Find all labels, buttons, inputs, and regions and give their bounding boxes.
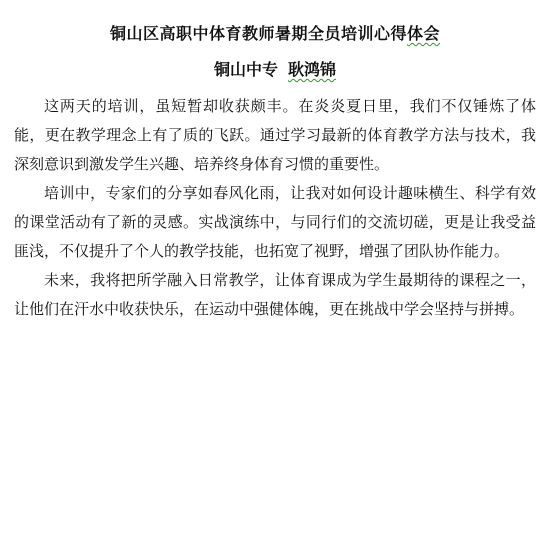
author-line [0, 60, 550, 80]
document-body [14, 92, 536, 324]
paragraph-2: 培训中，专家们的分享如春风化雨，让我对如何设计趣味横生、科学有效的课堂活动有了新的灵感。实战演练中，与同行们的交流切磋，更是让我受益匪浅，不仅提升了个人的教学技能，也拓宽了视野，增强了团队协作能力。 [14, 184, 536, 260]
title-prefix: 铜山区高职中体育教师暑期全员培训心得 [109, 24, 407, 43]
author-name: 耿鸿锦 [288, 60, 337, 79]
paragraph-3: 未来，我将把所学融入日常教学，让体育课成为学生最期待的课程之一，让他们在汗水中收获快乐，在运动中强健体魄，更在挑战中学会坚持与拼搏。 [14, 271, 536, 318]
document-title [0, 24, 550, 44]
title-suffix: 体会 [407, 24, 441, 43]
paragraph-1: 这两天的培训，虽短暂却收获颇丰。在炎炎夏日里，我们不仅锤炼了体能，更在教学理念上有了质的飞跃。通过学习最新的体育教学方法与技术，我深刻意识到激发学生兴趣、培养终身体育习惯的重要性。 [14, 97, 536, 173]
author-school: 铜山中专 [213, 60, 278, 79]
